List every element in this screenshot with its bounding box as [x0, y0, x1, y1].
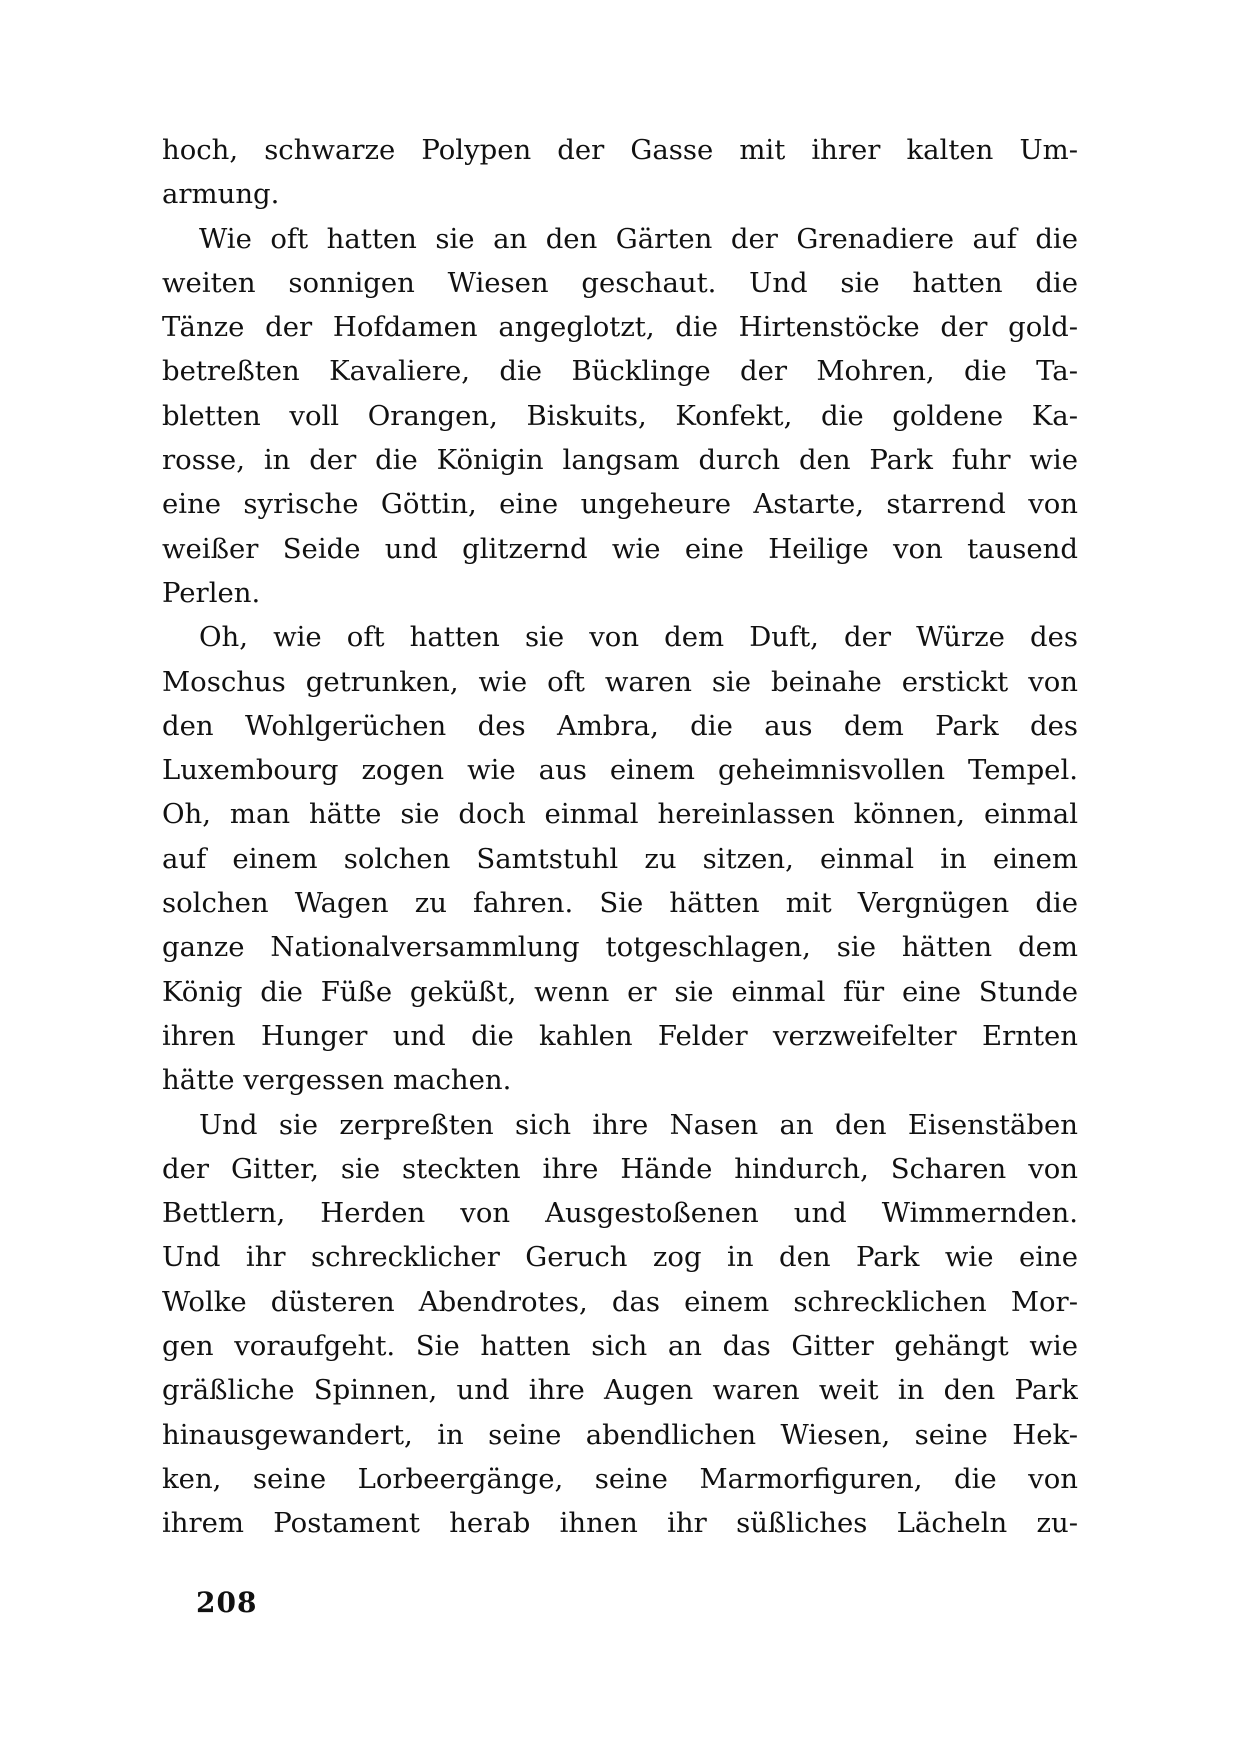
page-number: 208 [196, 1586, 258, 1619]
text-line: der Gitter, sie steckten ihre Hände hindurch, Scharen von [162, 1152, 1078, 1185]
text-line: Und ihr schrecklicher Geruch zog in den Park wie eine [162, 1241, 1078, 1274]
paragraph-start-line: Oh, wie oft hatten sie von dem Duft, der Würze des [199, 621, 1078, 654]
text-line: rosse, in der die Königin langsam durch den Park fuhr wie [162, 444, 1078, 477]
text-line: Perlen. [162, 576, 261, 609]
text-line: gen voraufgeht. Sie hatten sich an das Gitter gehängt wie [162, 1330, 1078, 1363]
paragraph-start-line: Wie oft hatten sie an den Gärten der Grenadiere auf die [199, 222, 1078, 255]
text-line: ihrem Postament herab ihnen ihr süßliches Lächeln zu- [162, 1507, 1078, 1540]
text-line: weißer Seide und glitzernd wie eine Heilige von tausend [162, 532, 1078, 565]
text-line: hätte vergessen machen. [162, 1064, 512, 1097]
text-line: ihren Hunger und die kahlen Felder verzweifelter Ernten [162, 1019, 1078, 1052]
text-line: Oh, man hätte sie doch einmal hereinlassen können, einmal [162, 798, 1078, 831]
text-line: ganze Nationalversammlung totgeschlagen, sie hätten dem [162, 931, 1078, 964]
body-text [162, 128, 1078, 1546]
text-line: Tänze der Hofdamen angeglotzt, die Hirtenstöcke der gold- [162, 311, 1078, 344]
text-line: armung. [162, 178, 280, 211]
text-line: gräßliche Spinnen, und ihre Augen waren weit in den Park [162, 1374, 1078, 1407]
paragraph-start-line: Und sie zerpreßten sich ihre Nasen an den Eisenstäben [199, 1108, 1078, 1141]
text-line: Moschus getrunken, wie oft waren sie beinahe erstickt von [162, 665, 1078, 698]
text-line: ken, seine Lorbeergänge, seine Marmorfiguren, die von [162, 1462, 1078, 1495]
text-line: Bettlern, Herden von Ausgestoßenen und Wimmernden. [162, 1197, 1078, 1230]
text-line: eine syrische Göttin, eine ungeheure Astarte, starrend von [162, 488, 1078, 521]
text-line: weiten sonnigen Wiesen geschaut. Und sie hatten die [162, 266, 1078, 299]
text-line: auf einem solchen Samtstuhl zu sitzen, einmal in einem [162, 842, 1078, 875]
text-line: Luxembourg zogen wie aus einem geheimnisvollen Tempel. [162, 754, 1078, 787]
text-line: betreßten Kavaliere, die Bücklinge der Mohren, die Ta- [162, 355, 1078, 388]
text-line: den Wohlgerüchen des Ambra, die aus dem Park des [162, 709, 1078, 742]
text-line: bletten voll Orangen, Biskuits, Konfekt, die goldene Ka- [162, 399, 1078, 432]
text-line: hinausgewandert, in seine abendlichen Wiesen, seine Hek- [162, 1418, 1078, 1451]
text-line: solchen Wagen zu fahren. Sie hätten mit Vergnügen die [162, 887, 1078, 920]
text-line: hoch, schwarze Polypen der Gasse mit ihrer kalten Um- [162, 134, 1078, 166]
text-line: Wolke düsteren Abendrotes, das einem schrecklichen Mor- [162, 1285, 1078, 1318]
text-line: König die Füße geküßt, wenn er sie einmal für eine Stunde [162, 975, 1078, 1008]
